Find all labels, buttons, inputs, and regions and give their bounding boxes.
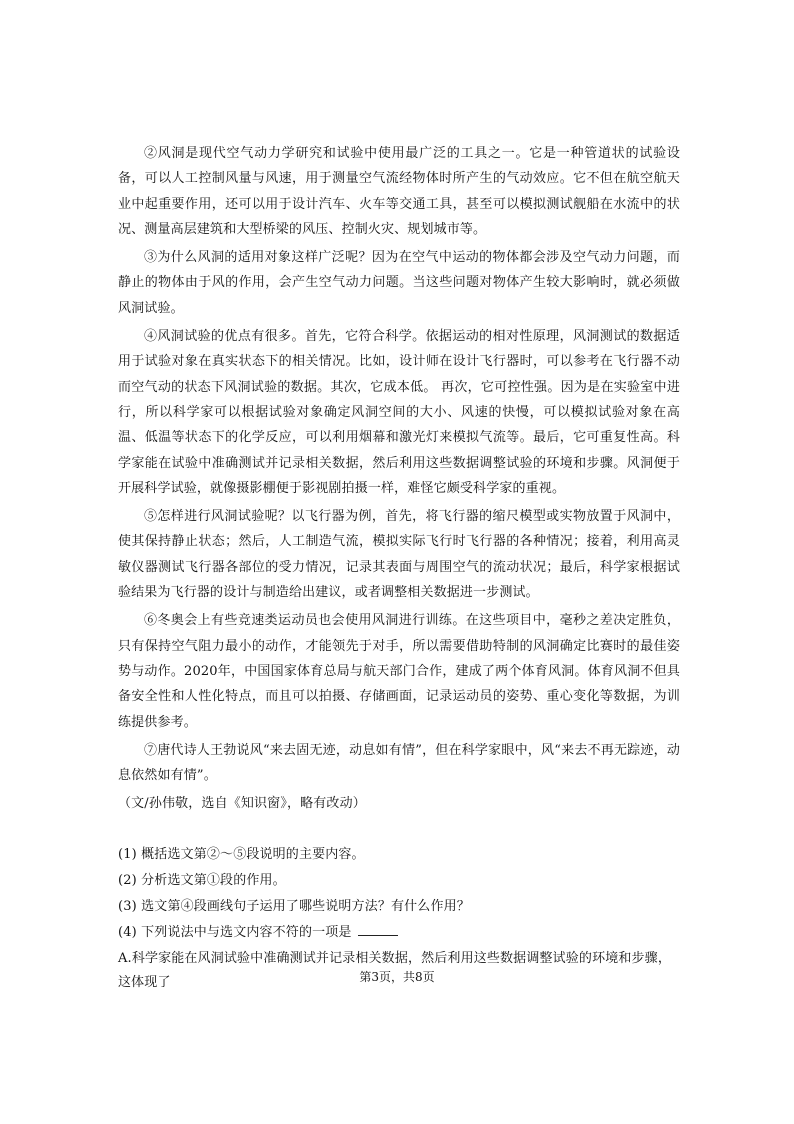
- source-citation: （文/孙伟敬，选自《知识窗》，略有改动）: [118, 796, 366, 812]
- question-4-text: (4) 下列说法中与选文内容不符的一项是: [118, 924, 352, 940]
- paragraph-4: ④风洞试验的优点有很多。首先，它符合科学。依据运动的相对性原理，风洞测试的数据适用于试验对象在真实状态下的相关情况。比如，设计师在设计飞行器时，可以参考在飞行器不动而空气动的状态下风洞试验的数据。其次，它成本低。 再次，它可控性强。因为是在实验室中进行，所以科学家可以根据试验对象确定风洞空间的大小、风速的快慢，可以模拟试验对象在高温、低温等状态下的化学反应，可以利用烟幕和激光灯来模拟气流等。最后，它可重复性高。科学家能在试验中准确测试并记录相关数据，然后利用这些数据调整试验的环境和步骤。风洞便于开展科学试验，就像摄影棚便于影视剧拍摄一样，难怪它颇受科学家的重视。: [118, 329, 680, 496]
- question-3: (3) 选文第④段画线句子运用了哪些说明方法？有什么作用？: [118, 898, 470, 914]
- question-2: (2) 分析选文第①段的作用。: [118, 872, 286, 888]
- answer-blank[interactable]: [358, 923, 398, 936]
- article-body: [118, 141, 680, 997]
- paragraph-5: ⑤怎样进行风洞试验呢？以飞行器为例，首先，将飞行器的缩尺模型或实物放置于风洞中，使其保持静止状态；然后，人工制造气流，模拟实际飞行时飞行器的各种情况；接着，利用高灵敏仪器测试飞行器各部位的受力情况，记录其表面与周围空气的流动状况；最后，科学家根据试验结果为飞行器的设计与制造给出建议，或者调整相关数据进一步测试。: [118, 509, 680, 601]
- paragraph-2: ②风洞是现代空气动力学研究和试验中使用最广泛的工具之一。它是一种管道状的试验设备，可以人工控制风量与风速，用于测量空气流经物体时所产生的气动效应。它不但在航空航天业中起重要作用，还可以用于设计汽车、火车等交通工具，甚至可以模拟测试舰船在水流中的状况、测量高层建筑和大型桥梁的风压、控制火灾、规划城市等。: [118, 146, 680, 237]
- paragraph-7: ⑦唐代诗人王勃说风“来去固无迹，动息如有情”，但在科学家眼中，风“来去不再无踪迹，动息依然如有情”。: [118, 742, 680, 784]
- option-a: A.科学家能在风洞试验中准确测试并记录相关数据，然后利用这些数据调整试验的环境和步骤，这体现了: [118, 950, 671, 990]
- page-number: 第3页，共8页: [359, 970, 435, 984]
- paragraph-3: ③为什么风洞的适用对象这样广泛呢？因为在空气中运动的物体都会涉及空气动力问题，而静止的物体由于风的作用，会产生空气动力问题。当这些问题对物体产生较大影响时，就必须做风洞试验。: [118, 250, 680, 316]
- paragraph-6: ⑥冬奥会上有些竞速类运动员也会使用风洞进行训练。在这些项目中，毫秒之差决定胜负，只有保持空气阻力最小的动作，才能领先于对手，所以需要借助特制的风洞确定比赛时的最佳姿势与动作。2020年，中国国家体育总局与航天部门合作，建成了两个体育风洞。体育风洞不但具备安全性和人性化特点，而且可以拍摄、存储画面，记录运动员的姿势、重心变化等数据，为训练提供参考。: [118, 613, 680, 730]
- question-4: [118, 921, 680, 945]
- question-1: (1) 概括选文第②～⑤段说明的主要内容。: [118, 846, 365, 862]
